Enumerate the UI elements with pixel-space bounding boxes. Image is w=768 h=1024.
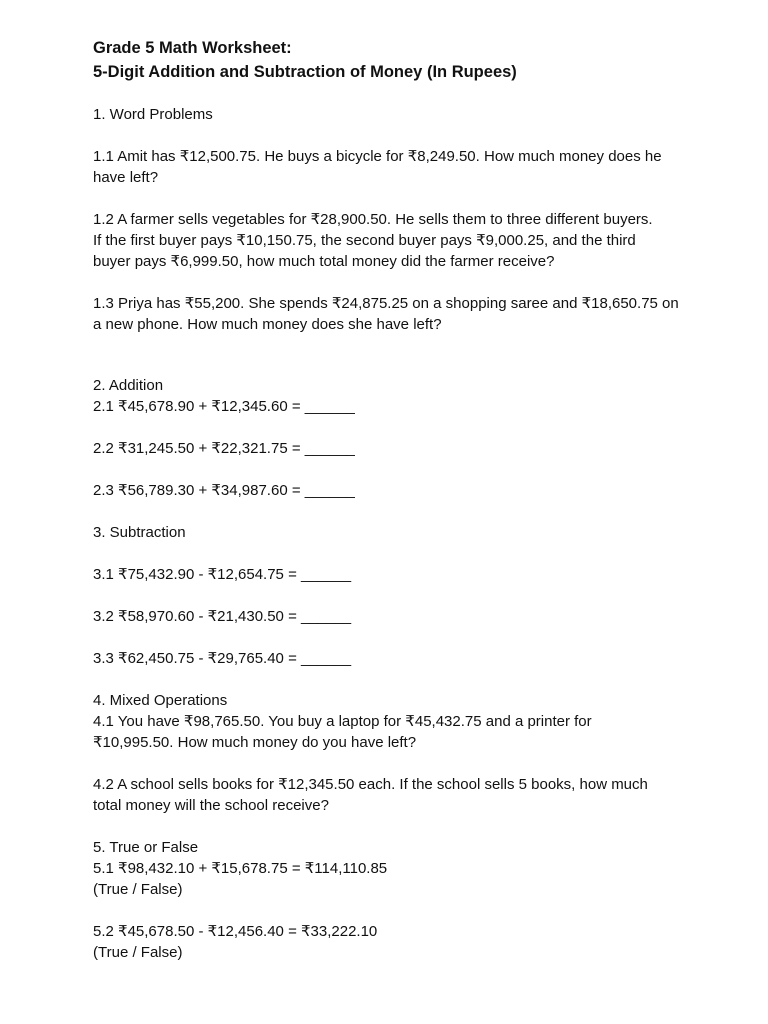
question-3-2: 3.2 ₹58,970.60 - ₹21,430.50 = ______	[93, 608, 352, 625]
question-1-2-line-1: 1.2 A farmer sells vegetables for ₹28,900.50. He sells them to three different buyers.	[93, 211, 653, 228]
question-5-1	[93, 858, 733, 900]
question-4-2-line-1: 4.2 A school sells books for ₹12,345.50 each. If the school sells 5 books, how much	[93, 776, 648, 793]
question-1-1-line-1: 1.1 Amit has ₹12,500.75. He buys a bicycle for ₹8,249.50. How much money does he	[93, 148, 662, 165]
question-4-2-line-2: total money will the school receive?	[93, 797, 329, 814]
question-5-2-line-1: 5.2 ₹45,678.50 - ₹12,456.40 = ₹33,222.10	[93, 923, 378, 940]
section-1-heading: 1. Word Problems	[93, 106, 213, 123]
question-1-2	[93, 209, 733, 272]
question-1-1-line-2: have left?	[93, 169, 159, 186]
title-line-2: 5-Digit Addition and Subtraction of Money (In Rupees)	[93, 63, 517, 81]
question-1-2-line-2: If the first buyer pays ₹10,150.75, the second buyer pays ₹9,000.25, and the third	[93, 232, 636, 249]
title-line-1: Grade 5 Math Worksheet:	[93, 39, 292, 57]
question-5-1-line-2: (True / False)	[93, 881, 183, 898]
question-3-3: 3.3 ₹62,450.75 - ₹29,765.40 = ______	[93, 650, 352, 667]
section-2-heading: 2. Addition	[93, 377, 164, 394]
question-4-1	[93, 711, 733, 753]
worksheet-title	[93, 36, 733, 84]
question-5-2	[93, 921, 733, 963]
question-1-2-line-3: buyer pays ₹6,999.50, how much total money did the farmer receive?	[93, 253, 555, 270]
question-1-3	[93, 293, 733, 335]
question-5-2-line-2: (True / False)	[93, 944, 183, 961]
section-5-heading: 5. True or False	[93, 839, 199, 856]
question-4-2	[93, 774, 733, 816]
question-2-1: 2.1 ₹45,678.90 + ₹12,345.60 = ______	[93, 398, 355, 415]
question-5-1-line-1: 5.1 ₹98,432.10 + ₹15,678.75 = ₹114,110.85	[93, 860, 388, 877]
question-1-1	[93, 146, 733, 188]
worksheet-page	[93, 36, 733, 963]
question-1-3-line-2: a new phone. How much money does she have left?	[93, 316, 442, 333]
question-4-1-line-1: 4.1 You have ₹98,765.50. You buy a laptop for ₹45,432.75 and a printer for	[93, 713, 592, 730]
question-4-1-line-2: ₹10,995.50. How much money do you have left?	[93, 734, 417, 751]
section-3-heading: 3. Subtraction	[93, 524, 186, 541]
question-1-3-line-1: 1.3 Priya has ₹55,200. She spends ₹24,875.25 on a shopping saree and ₹18,650.75 on	[93, 295, 679, 312]
question-2-2: 2.2 ₹31,245.50 + ₹22,321.75 = ______	[93, 440, 355, 457]
section-4-heading: 4. Mixed Operations	[93, 692, 228, 709]
question-3-1: 3.1 ₹75,432.90 - ₹12,654.75 = ______	[93, 566, 352, 583]
question-2-3: 2.3 ₹56,789.30 + ₹34,987.60 = ______	[93, 482, 355, 499]
